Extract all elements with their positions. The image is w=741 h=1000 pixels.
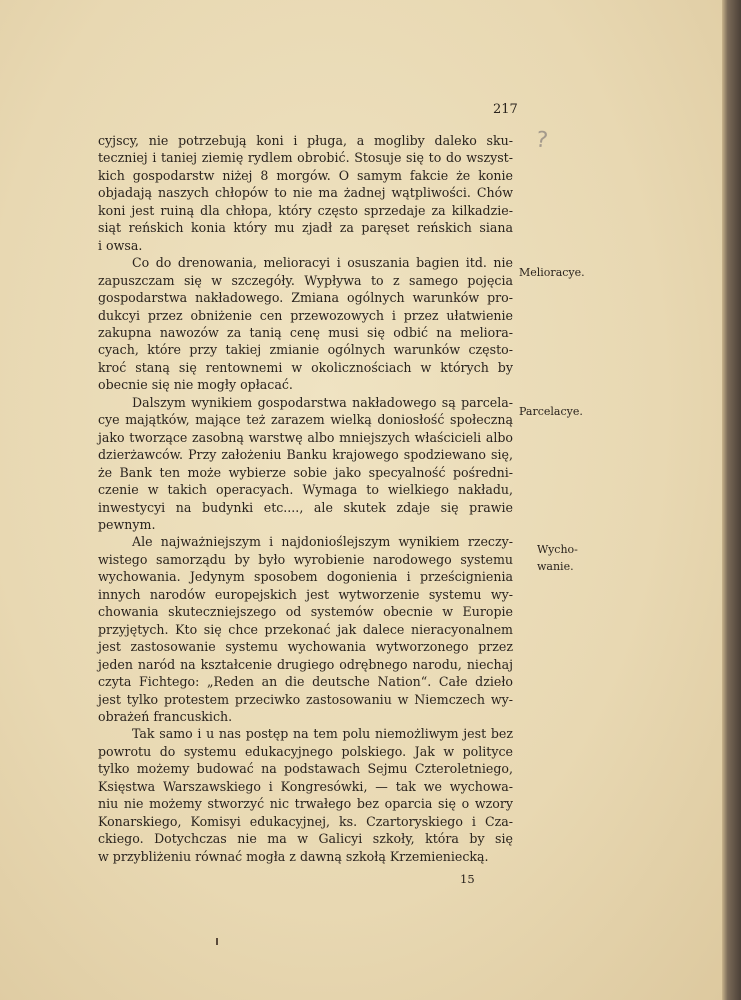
paragraph [98,725,513,865]
text-line: i owsa. [98,237,143,253]
paragraph [98,254,513,394]
text-line: innych narodów europejskich jest wytworzenie systemu wy- [98,586,513,602]
text-line: jest tylko protestem przeciwko zastosowaniu w Niemczech wy- [98,691,513,707]
marginal-note-wychowanie [537,541,578,575]
text-line: niu nie możemy stworzyć nic trwałego bez oparcia się o wzory [98,796,513,812]
marginal-note-line: wanie. [537,560,574,573]
text-line: Co do drenowania, melioracyi i osuszania bagien itd. nie [132,255,513,271]
text-line: cye majątków, mające też zarazem wielką doniosłość społeczną [98,412,513,428]
paragraph [98,533,513,725]
text-line: zakupna nawozów za tanią cenę musi się odbić na meliora- [98,324,513,340]
text-line: koni jest ruiną dla chłopa, który często sprzedaje za kilkadzie- [98,202,513,218]
paragraph [98,132,513,254]
marginal-note-melioracye [519,264,585,281]
text-line: przyjętych. Kto się chce przekonać jak dalece nieracyonalnem [98,621,513,637]
text-line: czenie w takich operacyach. Wymaga to wielkiego nakładu, [98,482,513,498]
text-line: cyjscy, nie potrzebują koni i pługa, a mogliby daleko sku- [98,133,513,148]
text-line: teczniej i taniej ziemię rydlem obrobić. Stosuje się to do wszyst- [98,150,513,166]
text-line: kich gospodarstw niżej 8 morgów. O samym fakcie że konie [98,167,513,183]
text-line: Konarskiego, Komisyi edukacyjnej, ks. Czartoryskiego i Cza- [98,813,513,829]
text-line: ckiego. Dotychczas nie ma w Galicyi szkoły, która by się [98,831,513,847]
book-spine [722,0,741,1000]
signature-mark: 15 [460,872,475,886]
text-line: wistego samorządu by było wyrobienie narodowego systemu [98,551,513,567]
text-line: powrotu do systemu edukacyjnego polskiego. Jak w polityce [98,743,513,759]
text-line: zapuszczam się w szczegóły. Wypływa to z samego pojęcia [98,272,513,288]
text-line: jeden naród na kształcenie drugiego odrębnego narodu, niechaj [98,656,513,672]
text-line: Dalszym wynikiem gospodarstwa nakładowego są parcela- [132,394,513,410]
text-line: Tak samo i u nas postęp na tem polu niemożliwym jest bez [132,726,513,742]
text-line: cyach, które przy takiej zmianie ogólnych warunków często- [98,342,513,358]
text-line: w przybliżeniu równać mogła z dawną szkołą Krzemieniecką. [98,848,489,864]
text-line: siąt reńskich konia który mu zjadł za paręset reńskich siana [98,220,513,236]
text-line: dzierżawców. Przy założeniu Banku krajowego spodziewano się, [98,447,513,463]
pencil-mark: ? [534,127,550,154]
text-line: tylko możemy budować na podstawach Sejmu Czteroletniego, [98,761,513,777]
text-line: pewnym. [98,516,156,532]
marginal-note-parcelacye [519,403,583,420]
text-line: Ale najważniejszym i najdonioślejszym wynikiem rzeczy- [132,534,513,550]
ink-speck [216,938,218,945]
text-line: inwestycyi na budynki etc...., ale skutek zdaje się prawie [98,499,513,515]
text-line: gospodarstwa nakładowego. Zmiana ogólnych warunków pro- [98,290,513,306]
text-line: jest zastosowanie systemu wychowania wytworzonego przez [98,639,513,655]
text-line: chowania skuteczniejszego od systemów obecnie w Europie [98,604,513,620]
marginal-note-line: Parcelacye. [519,405,583,418]
marginal-note-line: Wycho- [537,543,578,556]
text-line: dukcyi przez obniżenie cen przewozowych i przez ułatwienie [98,307,513,323]
text-line: jako tworzące zasobną warstwę albo mniejszych właścicieli albo [98,429,513,445]
page-number: 217 [493,102,518,117]
paragraph [98,394,513,534]
text-line: kroć staną się rentownemi w okolicznościach w których by [98,359,513,375]
text-line: obecnie się nie mogły opłacać. [98,377,293,393]
text-line: objadają naszych chłopów to nie ma żadnej wątpliwości. Chów [98,185,513,201]
text-line: czyta Fichtego: „Reden an die deutsche Nation“. Całe dzieło [98,674,513,690]
text-line: obrażeń francuskich. [98,708,233,724]
body-text [98,132,513,865]
text-line: Księstwa Warszawskiego i Kongresówki, — tak we wychowa- [98,778,513,794]
marginal-note-line: Melioracye. [519,266,585,279]
text-line: że Bank ten może wybierze sobie jako specyalność pośredni- [98,464,513,480]
text-line: wychowania. Jedynym sposobem dogonienia i prześcignienia [98,569,513,585]
